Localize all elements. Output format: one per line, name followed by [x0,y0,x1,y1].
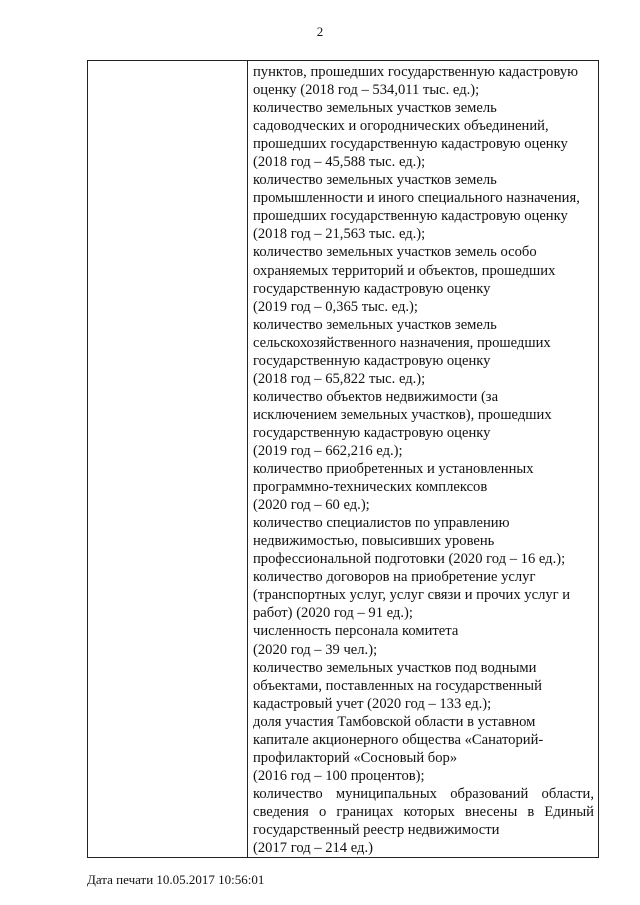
text-line: количество земельных участков земель [253,316,497,333]
text-line: программно-технических комплексов [253,479,488,496]
text-line: государственную кадастровую оценку [253,352,491,369]
text-line: государственную кадастровую оценку [253,424,491,441]
indicator-text [253,63,594,857]
document-table [87,60,599,858]
text-line: государственный реестр недвижимости [253,821,500,838]
text-line: количество земельных участков земель [253,100,497,117]
table-cell-left [88,61,248,858]
text-line: количество земельных участков земель особо [253,244,537,261]
text-line: сведения о границах которых внесены в Единый [253,803,594,820]
text-line: (2017 год – 214 ед.) [253,840,373,857]
print-date: Дата печати 10.05.2017 10:56:01 [87,872,265,887]
table-cell-right [248,61,599,858]
text-line: (транспортных услуг, услуг связи и прочих услуг и [253,587,571,604]
text-line: прошедших государственную кадастровую оценку [253,208,568,225]
table-row [88,61,599,858]
text-line: (2020 год – 60 ед.); [253,497,370,514]
text-line: профилакторий «Сосновый бор» [253,749,458,766]
text-line: кадастровый учет (2020 год – 133 ед.); [253,695,492,712]
text-line: капитале акционерного общества «Санаторий- [253,731,544,748]
text-line: недвижимостью, повысивших уровень [253,533,495,550]
text-line: оценку (2018 год – 534,011 тыс. ед.); [253,82,480,99]
text-line: исключением земельных участков), прошедших [253,406,552,423]
text-line: численность персонала комитета [253,623,459,640]
text-line: промышленности и иного специального назначения, [253,190,580,207]
text-line: (2019 год – 662,216 ед.); [253,442,403,459]
text-line: количество муниципальных образований области, [253,785,594,802]
text-line: прошедших государственную кадастровую оценку [253,136,568,153]
text-line: количество специалистов по управлению [253,515,510,532]
text-line: количество объектов недвижимости (за [253,388,499,405]
text-line: количество договоров на приобретение услуг [253,569,536,586]
text-line: объектами, поставленных на государственный [253,677,542,694]
text-line: количество земельных участков под водными [253,659,537,676]
text-line: пунктов, прошедших государственную кадастровую [253,64,579,80]
page-number: 2 [316,24,324,39]
text-line: доля участия Тамбовской области в уставном [253,713,536,730]
text-line: количество приобретенных и установленных [253,461,534,478]
text-line: (2018 год – 21,563 тыс. ед.); [253,226,426,243]
text-line: (2016 год – 100 процентов); [253,767,425,784]
text-line: садоводческих и огороднических объединений, [253,118,549,135]
text-line: государственную кадастровую оценку [253,280,491,297]
text-line: охраняемых территорий и объектов, прошедших [253,262,556,279]
text-line: (2018 год – 65,822 тыс. ед.); [253,370,426,387]
text-line: (2020 год – 39 чел.); [253,641,378,658]
text-line: (2019 год – 0,365 тыс. ед.); [253,298,418,315]
text-line: работ) (2020 год – 91 ед.); [253,605,413,622]
text-line: сельскохозяйственного назначения, прошедших [253,334,551,351]
text-line: количество земельных участков земель [253,172,497,189]
text-line: профессиональной подготовки (2020 год – 16 ед.); [253,551,566,568]
text-line: (2018 год – 45,588 тыс. ед.); [253,154,426,171]
